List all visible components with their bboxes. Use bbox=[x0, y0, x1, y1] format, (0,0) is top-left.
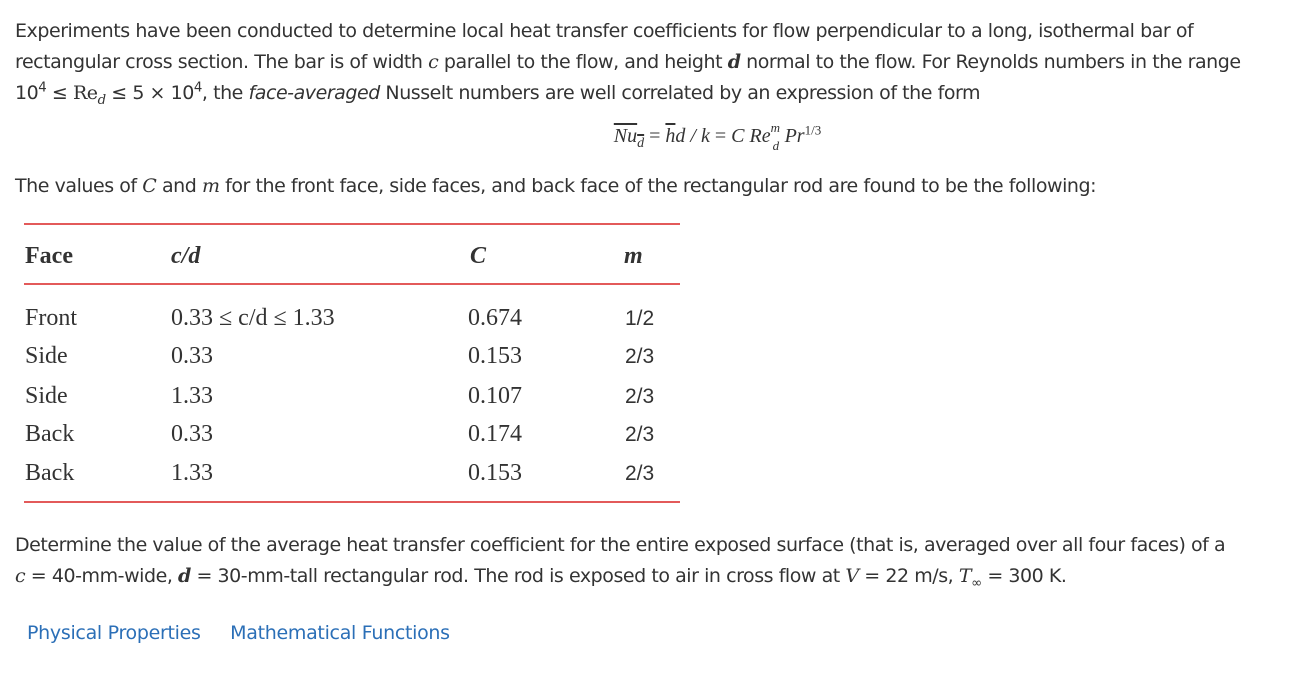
table-cell-m: 2/3 bbox=[625, 423, 655, 446]
table-cell-cd: 0.33 bbox=[171, 343, 213, 369]
table-cell-c: 0.107 bbox=[468, 383, 522, 409]
intro-line-3: $10^4 \le Re_d \le 5 \times 10^4$, the face-averaged Nusselt numbers are well correlated by an expression of the form bbox=[15, 80, 981, 108]
table-cell-c: 0.153 bbox=[468, 460, 522, 486]
table-cell-c: 0.153 bbox=[468, 343, 522, 369]
mathematical-functions-link[interactable]: Mathematical Functions bbox=[230, 622, 450, 644]
table-cell-c: 0.174 bbox=[468, 421, 522, 447]
table-cell-cd: 0.33 bbox=[171, 421, 213, 447]
table-cell-cd: 0.33 ≤ c/d ≤ 1.33 bbox=[171, 305, 335, 331]
table-cell-m: 1/2 bbox=[625, 307, 655, 330]
table-cell-face: Front bbox=[25, 305, 78, 331]
table-cell-cd: 1.33 bbox=[171, 383, 213, 409]
header-c: C bbox=[470, 243, 487, 269]
task-line-1: Determine the value of the average heat transfer coefficient for the entire exposed surface (that is, averaged over all four faces) of a bbox=[15, 534, 1226, 556]
intro-line-2: rectangular cross section. The bar is of width c parallel to the flow, and height d normal to the flow. For Reynolds numbers in the range bbox=[15, 51, 1241, 73]
header-cd: c/d bbox=[171, 243, 201, 269]
table-cell-cd: 1.33 bbox=[171, 460, 213, 486]
table-bottom-rule bbox=[24, 501, 680, 503]
nu-symbol: $Nu_d$ bbox=[613, 125, 645, 151]
table-cell-face: Back bbox=[25, 460, 75, 486]
table-cell-face: Side bbox=[25, 343, 68, 369]
table-cell-c: 0.674 bbox=[468, 305, 522, 331]
table-top-rule bbox=[24, 223, 680, 225]
task-paragraph bbox=[15, 530, 1225, 592]
values-sentence: The values of C and m for the front face, side faces, and back face of the rectangular rod are found to be the following: bbox=[15, 175, 1097, 197]
header-face: Face bbox=[25, 243, 73, 269]
physical-properties-link[interactable]: Physical Properties bbox=[27, 622, 201, 644]
resource-links bbox=[27, 620, 450, 646]
intro-line-1: Experiments have been conducted to determine local heat transfer coefficients for flow perpendicular to a long, isothermal bar of bbox=[15, 20, 1194, 42]
table-cell-m: 2/3 bbox=[625, 345, 655, 368]
table-cell-face: Side bbox=[25, 383, 68, 409]
task-line-2: c = 40-mm-wide, d = 30-mm-tall rectangular rod. The rod is exposed to air in cross flow at V = 22 m/s, $T_\infty = 300$ K. bbox=[15, 565, 1067, 591]
coefficient-table bbox=[24, 223, 680, 505]
table-cell-m: 2/3 bbox=[625, 385, 655, 408]
header-m: m bbox=[624, 243, 643, 269]
intro-paragraph bbox=[15, 16, 1241, 109]
correlation-equation: $Nu_d = \overline{h}d / k = C$ Re m d $Pr^{1/3}$ bbox=[613, 120, 822, 153]
table-cell-face: Back bbox=[25, 421, 75, 447]
table-header-rule bbox=[24, 283, 680, 285]
table-cell-m: 2/3 bbox=[625, 462, 655, 485]
